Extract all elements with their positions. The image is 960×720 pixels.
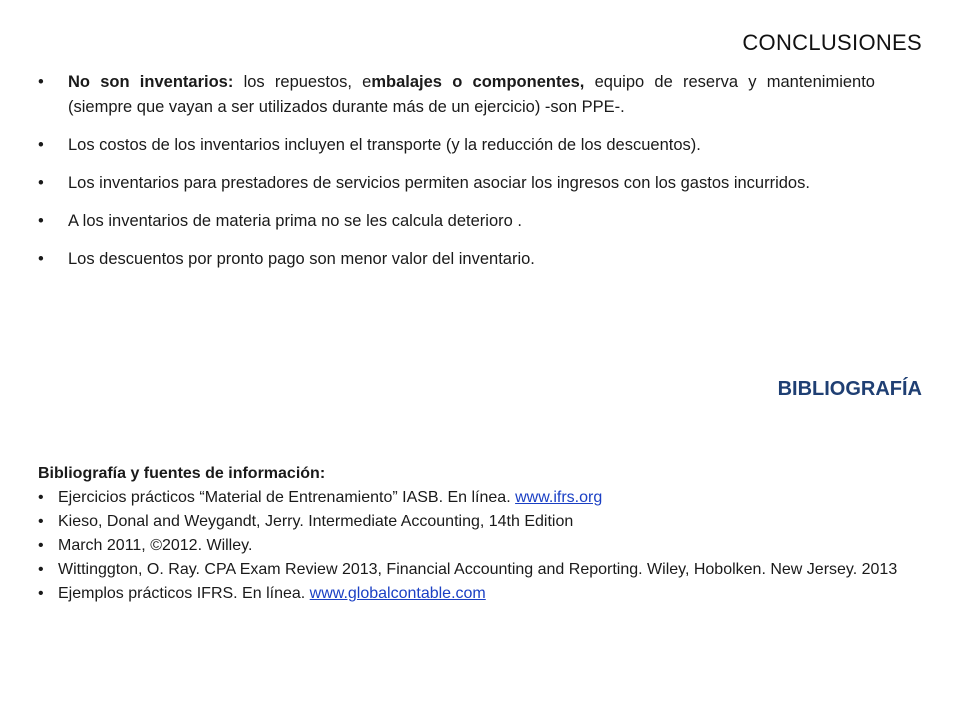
bibliography-text: Kieso, Donal and Weygandt, Jerry. Intermediate Accounting, 14th Edition [58, 513, 574, 530]
conclusion-item [38, 70, 875, 120]
slide-title: CONCLUSIONES [742, 30, 922, 55]
bullet-icon: • [38, 489, 44, 506]
bullet-icon: • [38, 513, 44, 530]
conclusion-item [38, 171, 875, 196]
bibliography-text: Wittinggton, O. Ray. CPA Exam Review 2013, Financial Accounting and Reporting. Wiley, Hobolken. New Jersey. 2013 [58, 561, 898, 578]
bibliography-item [38, 534, 908, 558]
conclusions-list [38, 70, 875, 285]
ifrs-link[interactable]: www.ifrs.org [515, 489, 603, 506]
bibliography-text: March 2011, ©2012. Willey. [58, 537, 253, 554]
bibliography-title: BIBLIOGRAFÍA [777, 378, 922, 400]
conclusion-bold-lead: No son inventarios: [68, 73, 234, 91]
conclusion-bold-term: mbalajes o componentes, [371, 73, 585, 91]
conclusion-text: Los costos de los inventarios incluyen el transporte (y la reducción de los descuentos). [68, 136, 701, 154]
bullet-icon: • [38, 585, 44, 602]
globalcontable-link[interactable]: www.globalcontable.com [309, 585, 486, 602]
conclusion-text: A los inventarios de materia prima no se les calcula deterioro . [68, 212, 522, 230]
bibliography-text: Ejemplos prácticos IFRS. En línea. [58, 585, 310, 602]
conclusion-text: Los inventarios para prestadores de servicios permiten asociar los ingresos con los gastos incurridos. [68, 174, 810, 192]
conclusion-item [38, 133, 875, 158]
conclusion-text: Los descuentos por pronto pago son menor valor del inventario. [68, 250, 535, 268]
bullet-icon: • [38, 136, 44, 154]
bibliography-text: Ejercicios prácticos “Material de Entrenamiento” IASB. En línea. [58, 489, 516, 506]
bibliography-heading: Bibliografía y fuentes de información: [38, 465, 326, 482]
bibliography-item [38, 486, 908, 510]
conclusion-text: equipo de reserva y mantenimiento (siempre que vayan a ser utilizados durante más de un ejercicio) -son PPE-. [68, 73, 875, 116]
bibliography-block [38, 462, 908, 606]
bullet-icon: • [38, 537, 44, 554]
conclusion-item [38, 209, 875, 234]
conclusion-text: los repuestos, e [233, 73, 372, 91]
bullet-icon: • [38, 212, 44, 230]
bibliography-item [38, 510, 908, 534]
conclusion-item [38, 247, 875, 272]
bullet-icon: • [38, 73, 44, 91]
bibliography-item [38, 582, 908, 606]
bibliography-list [38, 486, 908, 606]
bibliography-item [38, 558, 908, 582]
bullet-icon: • [38, 174, 44, 192]
bullet-icon: • [38, 250, 44, 268]
bullet-icon: • [38, 561, 44, 578]
